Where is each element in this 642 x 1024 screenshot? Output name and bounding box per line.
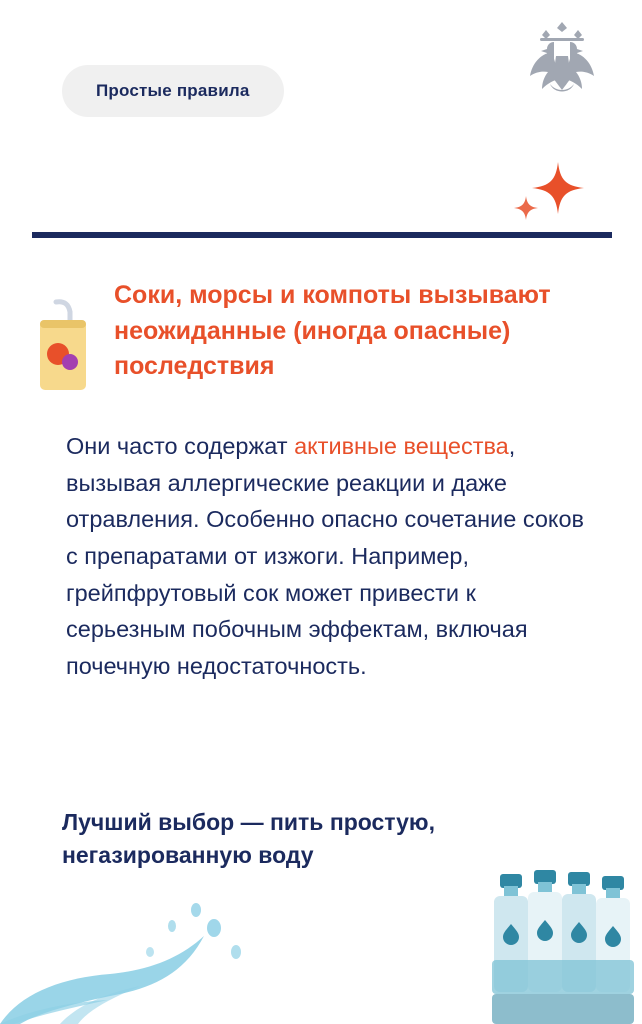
body-paragraph xyxy=(66,428,586,685)
body-text-highlight: активные вещества xyxy=(294,433,509,459)
body-text-part2: , вызывая аллергические реакции и даже отравления. Особенно опасно сочетание соков с препаратами от изжоги. Например, грейпфрутовый сок может привести к серьезным побочным эффектам, включая почечную недостаточность. xyxy=(66,433,584,679)
body-text-part1: Они часто содержат xyxy=(66,433,295,459)
russian-coat-of-arms-icon xyxy=(526,18,598,106)
headline: Соки, морсы и компоты вызывают неожиданные (иногда опасные) последствия xyxy=(114,281,551,380)
water-splash-icon xyxy=(0,874,300,1024)
juice-box-icon xyxy=(26,296,100,400)
water-bottles-icon xyxy=(482,864,642,1024)
category-badge: Простые правила xyxy=(62,65,284,117)
section-divider xyxy=(32,232,612,238)
sparkle-icon xyxy=(500,160,596,230)
closing-statement: Лучший выбор — пить простую, негазированную воду xyxy=(62,809,435,869)
